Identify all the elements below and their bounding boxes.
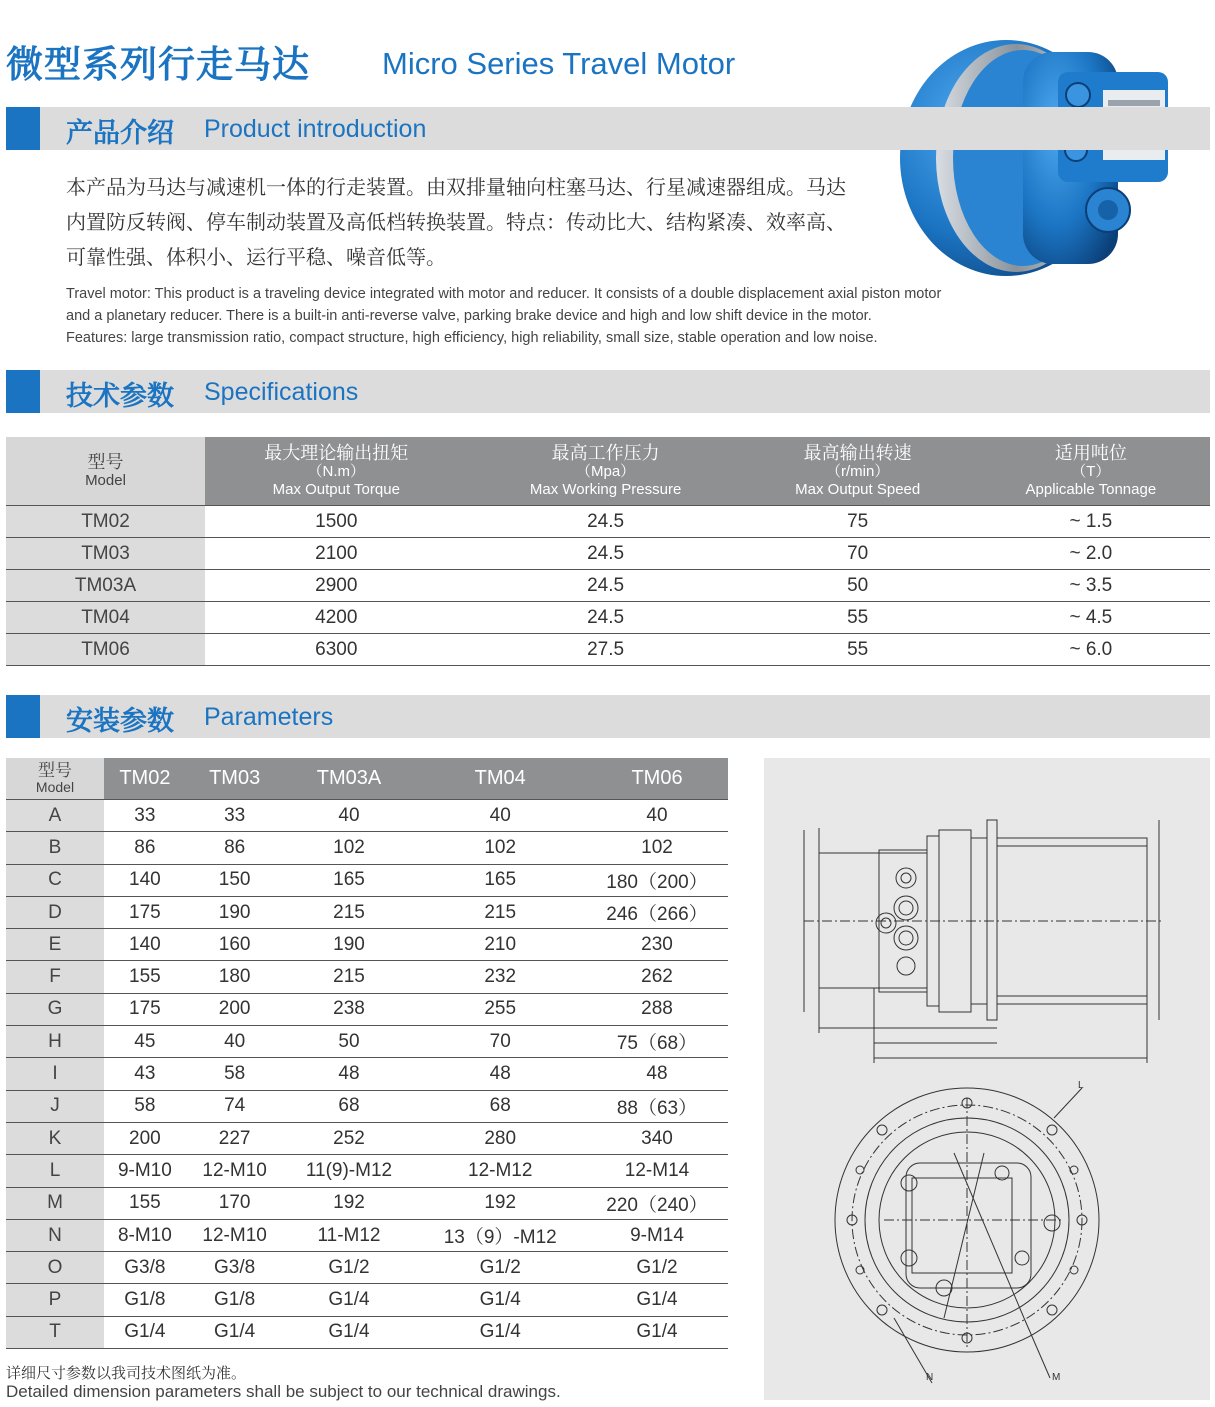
table-cell: 160 bbox=[186, 929, 284, 961]
table-cell: 2900 bbox=[205, 570, 468, 602]
table-cell: 180 bbox=[186, 961, 284, 993]
table-cell: 24.5 bbox=[468, 602, 744, 634]
model-header-en: Model bbox=[35, 779, 75, 795]
parameter-label-cell: E bbox=[6, 929, 104, 961]
parameter-label-cell: P bbox=[6, 1284, 104, 1316]
parameter-label-cell: F bbox=[6, 961, 104, 993]
table-row bbox=[6, 896, 728, 928]
table-row bbox=[6, 1026, 728, 1058]
table-cell: 24.5 bbox=[468, 538, 744, 570]
table-row bbox=[6, 832, 728, 864]
column-header-unit: （T） bbox=[1071, 463, 1111, 480]
table-cell: 12-M12 bbox=[414, 1155, 586, 1187]
table-cell: 227 bbox=[186, 1122, 284, 1154]
table-cell: 2100 bbox=[205, 538, 468, 570]
table-row bbox=[6, 929, 728, 961]
table-cell: G1/8 bbox=[186, 1284, 284, 1316]
parameter-label-cell: A bbox=[6, 800, 104, 832]
table-cell: ~ 1.5 bbox=[972, 506, 1210, 538]
table-header-row bbox=[6, 758, 728, 800]
table-cell: 200 bbox=[104, 1122, 186, 1154]
table-cell: G1/4 bbox=[186, 1316, 284, 1348]
table-cell: 6300 bbox=[205, 634, 468, 666]
parameters-table bbox=[6, 758, 728, 1349]
table-cell: 140 bbox=[104, 929, 186, 961]
table-cell: 13（9）-M12 bbox=[414, 1219, 586, 1251]
table-cell: G1/4 bbox=[414, 1284, 586, 1316]
parameter-label-cell: I bbox=[6, 1058, 104, 1090]
table-cell: 48 bbox=[284, 1058, 415, 1090]
model-header-cn: 型号 bbox=[38, 761, 72, 780]
table-cell: 74 bbox=[186, 1090, 284, 1122]
table-row bbox=[6, 506, 1210, 538]
parameter-label-cell: L bbox=[6, 1155, 104, 1187]
table-cell: 180（200） bbox=[586, 864, 728, 896]
table-cell: G1/4 bbox=[284, 1284, 415, 1316]
table-cell: 43 bbox=[104, 1058, 186, 1090]
technical-drawing-panel bbox=[764, 758, 1210, 1400]
table-row bbox=[6, 1155, 728, 1187]
table-cell: 192 bbox=[414, 1187, 586, 1219]
column-header-cn: 最高工作压力 bbox=[551, 443, 660, 463]
table-row bbox=[6, 602, 1210, 634]
model-cell: TM03 bbox=[6, 538, 205, 570]
travel-motor-image bbox=[898, 30, 1188, 280]
drawing-label-m: M bbox=[1052, 1372, 1061, 1383]
table-row bbox=[6, 1187, 728, 1219]
table-cell: 220（240） bbox=[586, 1187, 728, 1219]
table-cell: 246（266） bbox=[586, 896, 728, 928]
table-row bbox=[6, 1316, 728, 1348]
column-header-en: Applicable Tonnage bbox=[1025, 481, 1157, 498]
intro-text-en bbox=[66, 283, 1106, 349]
model-header bbox=[6, 437, 205, 506]
footnote-cn: 详细尺寸参数以我司技术图纸为准。 bbox=[6, 1364, 247, 1382]
intro-en-line: Travel motor: This product is a traveling device integrated with motor and reducer. It consists of a double displacement axial piston motor bbox=[66, 286, 942, 302]
table-cell: 70 bbox=[414, 1026, 586, 1058]
section-title-cn: 产品介绍 bbox=[66, 118, 174, 149]
column-header: TM06 bbox=[586, 758, 728, 800]
table-cell: 155 bbox=[104, 961, 186, 993]
section-accent bbox=[6, 107, 40, 150]
table-cell: G1/2 bbox=[586, 1252, 728, 1284]
table-cell: G1/2 bbox=[414, 1252, 586, 1284]
table-row bbox=[6, 1090, 728, 1122]
table-cell: 12-M10 bbox=[186, 1219, 284, 1251]
table-cell: ~ 2.0 bbox=[972, 538, 1210, 570]
table-cell: G3/8 bbox=[186, 1252, 284, 1284]
table-cell: 288 bbox=[586, 993, 728, 1025]
table-row bbox=[6, 961, 728, 993]
table-row bbox=[6, 1219, 728, 1251]
intro-en-line: Features: large transmission ratio, compact structure, high efficiency, high reliability, small size, stable operation and low noise. bbox=[66, 330, 878, 346]
table-cell: 255 bbox=[414, 993, 586, 1025]
table-cell: G1/4 bbox=[586, 1316, 728, 1348]
parameters-table-body bbox=[6, 800, 728, 1349]
table-cell: 48 bbox=[414, 1058, 586, 1090]
table-cell: 11-M12 bbox=[284, 1219, 415, 1251]
parameter-label-cell: C bbox=[6, 864, 104, 896]
column-header-unit: （Mpa） bbox=[576, 463, 636, 480]
parameter-label-cell: G bbox=[6, 993, 104, 1025]
table-cell: 11(9)-M12 bbox=[284, 1155, 415, 1187]
table-cell: 33 bbox=[186, 800, 284, 832]
table-cell: G3/8 bbox=[104, 1252, 186, 1284]
parameter-label-cell: N bbox=[6, 1219, 104, 1251]
table-cell: G1/2 bbox=[284, 1252, 415, 1284]
table-row bbox=[6, 1252, 728, 1284]
table-cell: 9-M14 bbox=[586, 1219, 728, 1251]
table-cell: 215 bbox=[284, 896, 415, 928]
drawing-label-l: L bbox=[1078, 1080, 1084, 1091]
model-cell: TM02 bbox=[6, 506, 205, 538]
parameter-label-cell: K bbox=[6, 1122, 104, 1154]
table-cell: 24.5 bbox=[468, 570, 744, 602]
column-header-en: Max Working Pressure bbox=[529, 481, 682, 498]
table-cell: 33 bbox=[104, 800, 186, 832]
table-cell: 215 bbox=[284, 961, 415, 993]
table-cell: 252 bbox=[284, 1122, 415, 1154]
table-cell: 9-M10 bbox=[104, 1155, 186, 1187]
column-header bbox=[744, 437, 972, 506]
table-cell: 86 bbox=[104, 832, 186, 864]
parameter-label-cell: M bbox=[6, 1187, 104, 1219]
table-row bbox=[6, 1058, 728, 1090]
parameter-label-cell: B bbox=[6, 832, 104, 864]
section-title-en: Parameters bbox=[204, 703, 334, 731]
table-cell: 58 bbox=[186, 1058, 284, 1090]
table-cell: 102 bbox=[284, 832, 415, 864]
table-cell: 190 bbox=[284, 929, 415, 961]
table-cell: 88（63） bbox=[586, 1090, 728, 1122]
column-header-en: Max Output Speed bbox=[795, 481, 921, 498]
section-title-en: Specifications bbox=[204, 378, 359, 406]
drawing-label-n: N bbox=[926, 1372, 934, 1383]
table-cell: 70 bbox=[744, 538, 972, 570]
column-header-en: Max Output Torque bbox=[272, 481, 400, 498]
column-header bbox=[205, 437, 468, 506]
model-header-cn: 型号 bbox=[87, 452, 124, 472]
table-cell: 210 bbox=[414, 929, 586, 961]
table-row bbox=[6, 1122, 728, 1154]
section-title-cn: 技术参数 bbox=[66, 381, 174, 412]
column-header-unit: （N.m） bbox=[307, 463, 366, 480]
model-header bbox=[6, 758, 104, 800]
table-cell: 175 bbox=[104, 993, 186, 1025]
table-cell: 238 bbox=[284, 993, 415, 1025]
parameter-label-cell: H bbox=[6, 1026, 104, 1058]
table-cell: 55 bbox=[744, 634, 972, 666]
table-cell: G1/4 bbox=[104, 1316, 186, 1348]
table-cell: ~ 6.0 bbox=[972, 634, 1210, 666]
table-cell: 27.5 bbox=[468, 634, 744, 666]
table-cell: 200 bbox=[186, 993, 284, 1025]
table-cell: 40 bbox=[186, 1026, 284, 1058]
page-title: 微型系列行走马达 bbox=[6, 43, 310, 86]
table-cell: 50 bbox=[744, 570, 972, 602]
table-cell: G1/4 bbox=[586, 1284, 728, 1316]
column-header-cn: 最大理论输出扭矩 bbox=[264, 443, 409, 463]
parameter-label-cell: T bbox=[6, 1316, 104, 1348]
section-header-intro bbox=[6, 107, 1210, 150]
table-row bbox=[6, 1284, 728, 1316]
table-cell: 1500 bbox=[205, 506, 468, 538]
table-cell: 75 bbox=[744, 506, 972, 538]
section-accent bbox=[6, 370, 40, 413]
intro-en-line: and a planetary reducer. There is a built-in anti-reverse valve, parking brake device and high and low shift device in the motor. bbox=[66, 308, 872, 324]
model-cell: TM03A bbox=[6, 570, 205, 602]
table-cell: 155 bbox=[104, 1187, 186, 1219]
table-cell: 190 bbox=[186, 896, 284, 928]
table-cell: 48 bbox=[586, 1058, 728, 1090]
technical-drawing bbox=[764, 758, 1210, 1400]
column-header bbox=[468, 437, 744, 506]
section-header-parameters bbox=[6, 695, 1210, 738]
parameter-label-cell: O bbox=[6, 1252, 104, 1284]
column-header: TM03 bbox=[186, 758, 284, 800]
footnote-en: Detailed dimension parameters shall be subject to our technical drawings. bbox=[6, 1382, 561, 1401]
table-cell: ~ 4.5 bbox=[972, 602, 1210, 634]
table-cell: 280 bbox=[414, 1122, 586, 1154]
table-cell: 230 bbox=[586, 929, 728, 961]
table-cell: 12-M10 bbox=[186, 1155, 284, 1187]
table-cell: 40 bbox=[586, 800, 728, 832]
section-title-cn: 安装参数 bbox=[66, 706, 174, 737]
table-cell: 175 bbox=[104, 896, 186, 928]
table-cell: 40 bbox=[284, 800, 415, 832]
model-header-en: Model bbox=[85, 472, 126, 489]
table-cell: 232 bbox=[414, 961, 586, 993]
column-header: TM02 bbox=[104, 758, 186, 800]
table-cell: 68 bbox=[284, 1090, 415, 1122]
table-row bbox=[6, 993, 728, 1025]
table-cell: 340 bbox=[586, 1122, 728, 1154]
table-cell: 102 bbox=[586, 832, 728, 864]
table-cell: 102 bbox=[414, 832, 586, 864]
table-cell: 40 bbox=[414, 800, 586, 832]
table-cell: 75（68） bbox=[586, 1026, 728, 1058]
table-cell: 86 bbox=[186, 832, 284, 864]
table-cell: 192 bbox=[284, 1187, 415, 1219]
column-header-cn: 适用吨位 bbox=[1054, 443, 1127, 463]
page-title-en: Micro Series Travel Motor bbox=[382, 46, 736, 81]
column-header: TM04 bbox=[414, 758, 586, 800]
table-cell: 165 bbox=[284, 864, 415, 896]
table-cell: 262 bbox=[586, 961, 728, 993]
section-header-specs bbox=[6, 370, 1210, 413]
column-header-unit: （r/min） bbox=[826, 463, 890, 480]
table-row bbox=[6, 864, 728, 896]
parameter-label-cell: J bbox=[6, 1090, 104, 1122]
specifications-table bbox=[6, 437, 1210, 666]
table-cell: ~ 3.5 bbox=[972, 570, 1210, 602]
table-cell: 12-M14 bbox=[586, 1155, 728, 1187]
table-cell: 140 bbox=[104, 864, 186, 896]
table-row bbox=[6, 570, 1210, 602]
drawing-mount-flange bbox=[987, 820, 997, 1020]
table-cell: 4200 bbox=[205, 602, 468, 634]
parameter-label-cell: D bbox=[6, 896, 104, 928]
table-cell: 170 bbox=[186, 1187, 284, 1219]
table-row bbox=[6, 634, 1210, 666]
table-cell: 58 bbox=[104, 1090, 186, 1122]
model-cell: TM04 bbox=[6, 602, 205, 634]
table-cell: G1/8 bbox=[104, 1284, 186, 1316]
table-cell: 68 bbox=[414, 1090, 586, 1122]
table-cell: 165 bbox=[414, 864, 586, 896]
column-header: TM03A bbox=[284, 758, 415, 800]
table-row bbox=[6, 800, 728, 832]
specifications-table-body bbox=[6, 506, 1210, 666]
table-cell: 24.5 bbox=[468, 506, 744, 538]
table-cell: 50 bbox=[284, 1026, 415, 1058]
table-cell: 150 bbox=[186, 864, 284, 896]
table-cell: 215 bbox=[414, 896, 586, 928]
column-header-cn: 最高输出转速 bbox=[803, 443, 912, 463]
table-cell: 55 bbox=[744, 602, 972, 634]
intro-text-cn: 本产品为马达与减速机一体的行走装置。由双排量轴向柱塞马达、行星减速器组成。马达内置防反转阀、停车制动装置及高低档转换装置。特点：传动比大、结构紧凑、效率高、可靠性强、体积小、运行平稳、噪音低等。 bbox=[66, 175, 846, 269]
table-row bbox=[6, 538, 1210, 570]
table-header-row bbox=[6, 437, 1210, 506]
table-cell: 45 bbox=[104, 1026, 186, 1058]
table-cell: G1/4 bbox=[414, 1316, 586, 1348]
model-cell: TM06 bbox=[6, 634, 205, 666]
column-header bbox=[972, 437, 1210, 506]
table-cell: G1/4 bbox=[284, 1316, 415, 1348]
section-accent bbox=[6, 695, 40, 738]
section-title-en: Product introduction bbox=[204, 115, 427, 143]
table-cell: 8-M10 bbox=[104, 1219, 186, 1251]
